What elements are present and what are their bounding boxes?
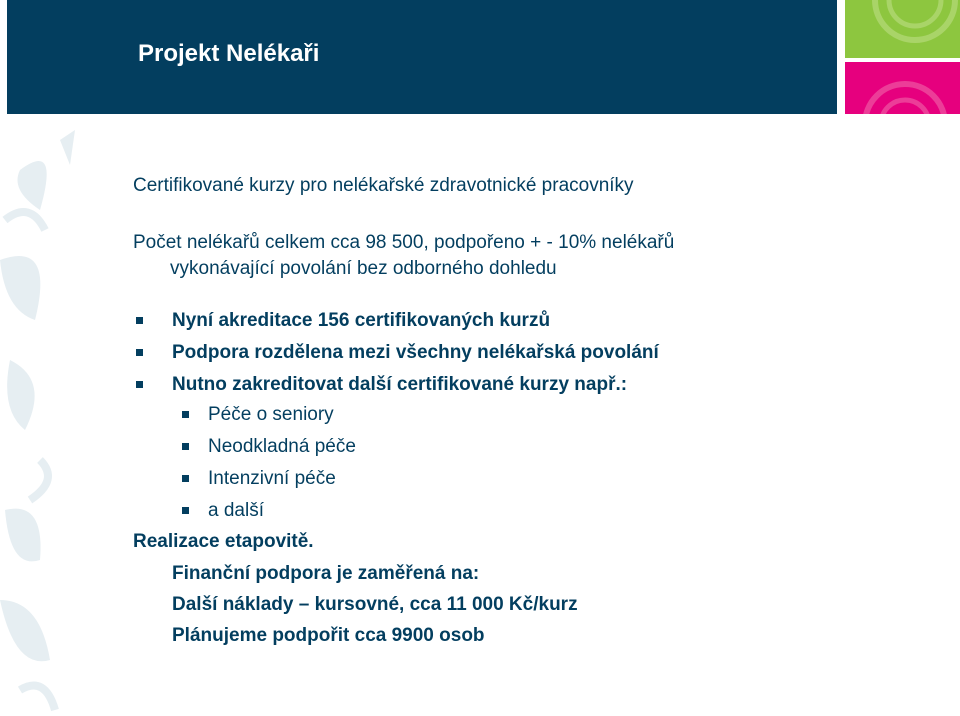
bullet-item: Nyní akreditace 156 certifikovaných kurzů [172, 310, 551, 331]
intro-line-1: Počet nelékařů celkem cca 98 500, podpořeno + - 10% nelékařů [133, 232, 675, 253]
financial-line: Plánujeme podpořit cca 9900 osob [172, 625, 485, 646]
bullet-item: Podpora rozdělena mezi všechny nelékařská povolání [172, 342, 659, 363]
sub-bullet-item: Péče o seniory [208, 404, 334, 425]
sub-bullet-marker [182, 443, 189, 450]
financial-line: Finanční podpora je zaměřená na: [172, 563, 480, 584]
sub-bullet-item: Neodkladná péče [208, 436, 356, 457]
bullet-marker [136, 349, 143, 356]
sub-bullet-item: Intenzivní péče [208, 468, 336, 489]
subheading: Certifikované kurzy pro nelékařské zdravotnické pracovníky [133, 175, 634, 196]
sub-bullet-marker [182, 411, 189, 418]
sub-bullet-marker [182, 507, 189, 514]
bullet-item: Nutno zakreditovat další certifikované kurzy např.: [172, 374, 628, 395]
financial-line: Další náklady – kursovné, cca 11 000 Kč/kurz [172, 594, 578, 615]
sub-bullet-item: a další [208, 500, 264, 521]
bullet-marker [136, 317, 143, 324]
sub-bullet-marker [182, 475, 189, 482]
realization-text: Realizace etapovitě. [133, 531, 314, 552]
slide-title: Projekt Nelékaři [138, 40, 320, 67]
intro-line-2: vykonávající povolání bez odborného dohledu [170, 258, 557, 279]
bullet-marker [136, 381, 143, 388]
